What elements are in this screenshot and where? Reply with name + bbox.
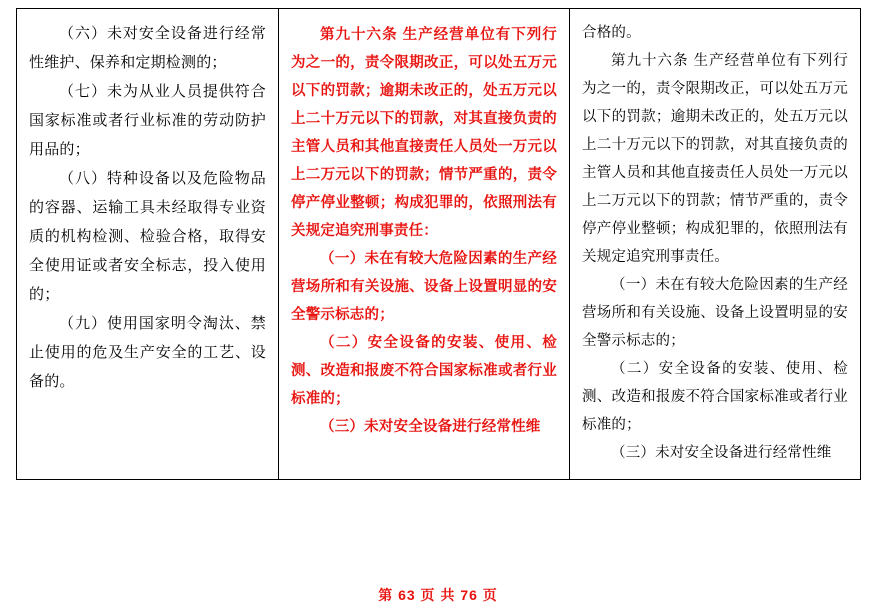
page-footer: 第 63 页 共 76 页 (378, 587, 498, 603)
table-cell-middle-amended (279, 9, 570, 480)
middle-paragraph-2: （一）未在有较大危险因素的生产经营场所和有关设施、设备上设置明显的安全警示标志的； (291, 251, 557, 323)
left-paragraph-2: （七）未为从业人员提供符合国家标准或者行业标准的劳动防护用品的； (29, 83, 266, 158)
comparison-table (16, 8, 861, 480)
table-row (17, 9, 861, 480)
right-paragraph-5: （三）未对安全设备进行经常性维 (611, 445, 832, 461)
right-paragraph-4: （二）安全设备的安装、使用、检测、改造和报废不符合国家标准或者行业标准的； (582, 361, 848, 433)
left-paragraph-4: （九）使用国家明令淘汰、禁止使用的危及生产安全的工艺、设备的。 (29, 315, 266, 390)
right-paragraph-1: 合格的。 (582, 25, 641, 41)
right-paragraph-2: 第九十六条 生产经营单位有下列行为之一的，责令限期改正，可以处五万元以下的罚款；逾期未改正的，处五万元以上二十万元以下的罚款，对其直接负责的主管人员和其他直接责任人员处一万元以上二万元以下的罚款；情节严重的，责令停产停业整顿；构成犯罪的，依照刑法有关规定追究刑事责任。 (582, 53, 848, 265)
right-paragraph-3: （一）未在有较大危险因素的生产经营场所和有关设施、设备上设置明显的安全警示标志的； (582, 277, 848, 349)
middle-paragraph-3: （二）安全设备的安装、使用、检测、改造和报废不符合国家标准或者行业标准的； (291, 335, 557, 407)
middle-paragraph-1: 第九十六条 生产经营单位有下列行为之一的，责令限期改正，可以处五万元以下的罚款；逾期未改正的，处五万元以上二十万元以下的罚款，对其直接负责的主管人员和其他直接责任人员处一万元以上二万元以下的罚款；情节严重的，责令停产停业整顿；构成犯罪的，依照刑法有关规定追究刑事责任： (291, 27, 557, 239)
table-cell-right-final (570, 9, 861, 480)
table-cell-left-original (17, 9, 279, 480)
middle-paragraph-4: （三）未对安全设备进行经常性维 (320, 419, 541, 435)
left-paragraph-1: （六）未对安全设备进行经常性维护、保养和定期检测的； (29, 25, 266, 71)
left-paragraph-3: （八）特种设备以及危险物品的容器、运输工具未经取得专业资质的机构检测、检验合格，取得安全使用证或者安全标志，投入使用的； (29, 170, 266, 303)
